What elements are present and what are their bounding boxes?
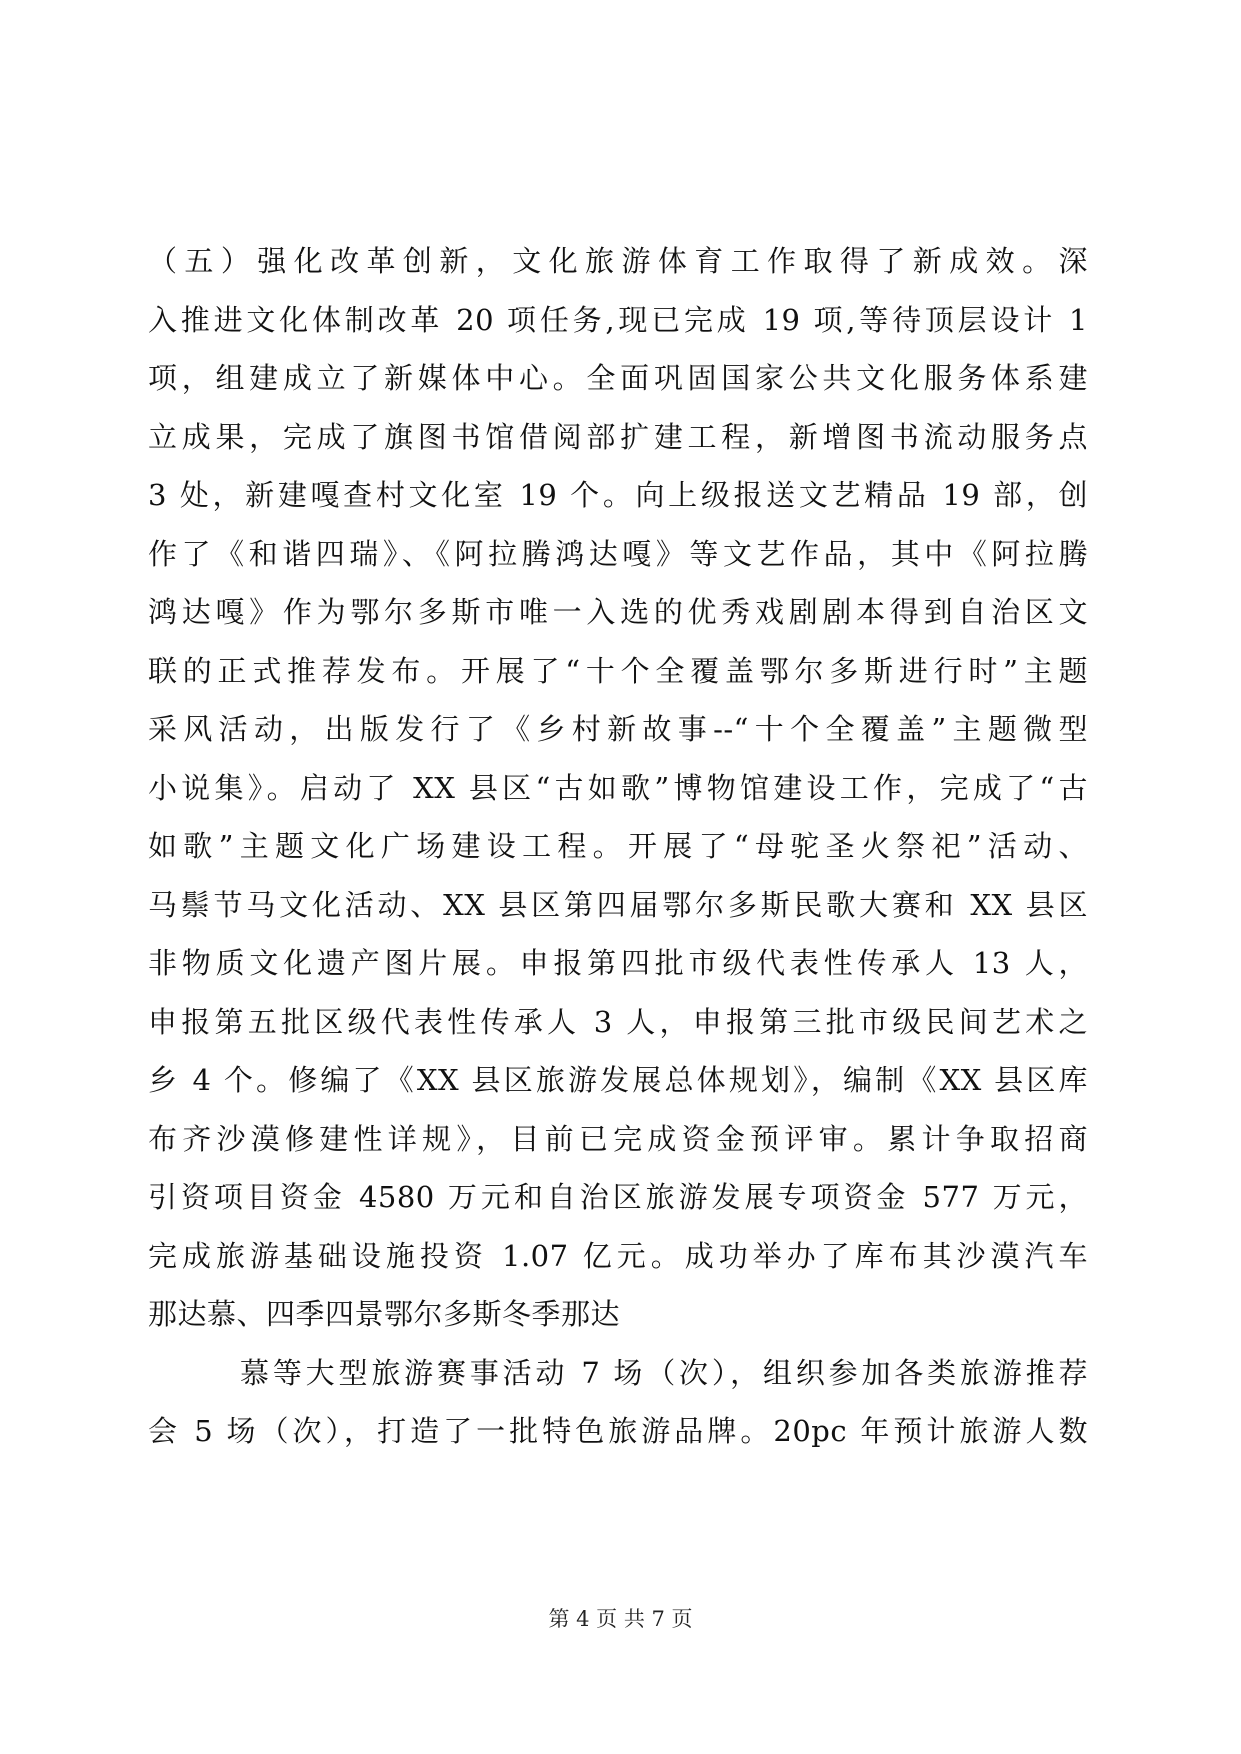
text-line: 采风活动，出版发行了《乡村新故事--“十个全覆盖”主题微型 [148, 712, 1088, 746]
text-line: 申报第五批区级代表性传承人 3 人，申报第三批市级民间艺术之 [148, 1004, 1088, 1039]
text-line: 小说集》。启动了 XX 县区“古如歌”博物馆建设工作，完成了“古 [148, 770, 1088, 805]
text-line: 马鬃节马文化活动、XX 县区第四届鄂尔多斯民歌大赛和 XX 县区 [148, 887, 1088, 922]
text-line: 入推进文化体制改革 20 项任务,现已完成 19 项,等待顶层设计 1 [148, 302, 1088, 337]
text-line: 布齐沙漠修建性详规》，目前已完成资金预评审。累计争取招商 [148, 1121, 1088, 1156]
text-line: 完成旅游基础设施投资 1.07 亿元。成功举办了库布其沙漠汽车 [148, 1238, 1088, 1273]
paragraph-start-line: 慕等大型旅游赛事活动 7 场（次），组织参加各类旅游推荐 [240, 1355, 1088, 1390]
text-line: 联的正式推荐发布。开展了“十个全覆盖鄂尔多斯进行时”主题 [148, 653, 1088, 688]
text-line: 如歌”主题文化广场建设工程。开展了“母驼圣火祭祀”活动、 [148, 829, 1088, 863]
text-line: 引资项目资金 4580 万元和自治区旅游发展专项资金 577 万元， [148, 1180, 1088, 1214]
text-line: 作了《和谐四瑞》、《阿拉腾鸿达嘎》等文艺作品，其中《阿拉腾 [148, 536, 1088, 571]
text-line: 非物质文化遗产图片展。申报第四批市级代表性传承人 13 人， [148, 946, 1088, 980]
page-number-footer: 第 4 页 共 7 页 [548, 1607, 693, 1631]
text-line: 3 处，新建嘎查村文化室 19 个。向上级报送文艺精品 19 部，创 [148, 478, 1088, 512]
text-line: 项，组建成立了新媒体中心。全面巩固国家公共文化服务体系建 [148, 361, 1088, 395]
text-line: （五）强化改革创新，文化旅游体育工作取得了新成效。深 [148, 244, 1088, 278]
text-line: 鸿达嘎》作为鄂尔多斯市唯一入选的优秀戏剧剧本得到自治区文 [148, 595, 1088, 629]
text-line: 乡 4 个。修编了《XX 县区旅游发展总体规划》，编制《XX 县区库 [148, 1063, 1088, 1097]
text-line: 立成果，完成了旗图书馆借阅部扩建工程，新增图书流动服务点 [148, 419, 1088, 454]
document-body [148, 232, 1088, 1461]
text-line: 会 5 场（次），打造了一批特色旅游品牌。20pc 年预计旅游人数 [148, 1414, 1088, 1448]
text-line: 那达慕、四季四景鄂尔多斯冬季那达 [148, 1297, 621, 1331]
